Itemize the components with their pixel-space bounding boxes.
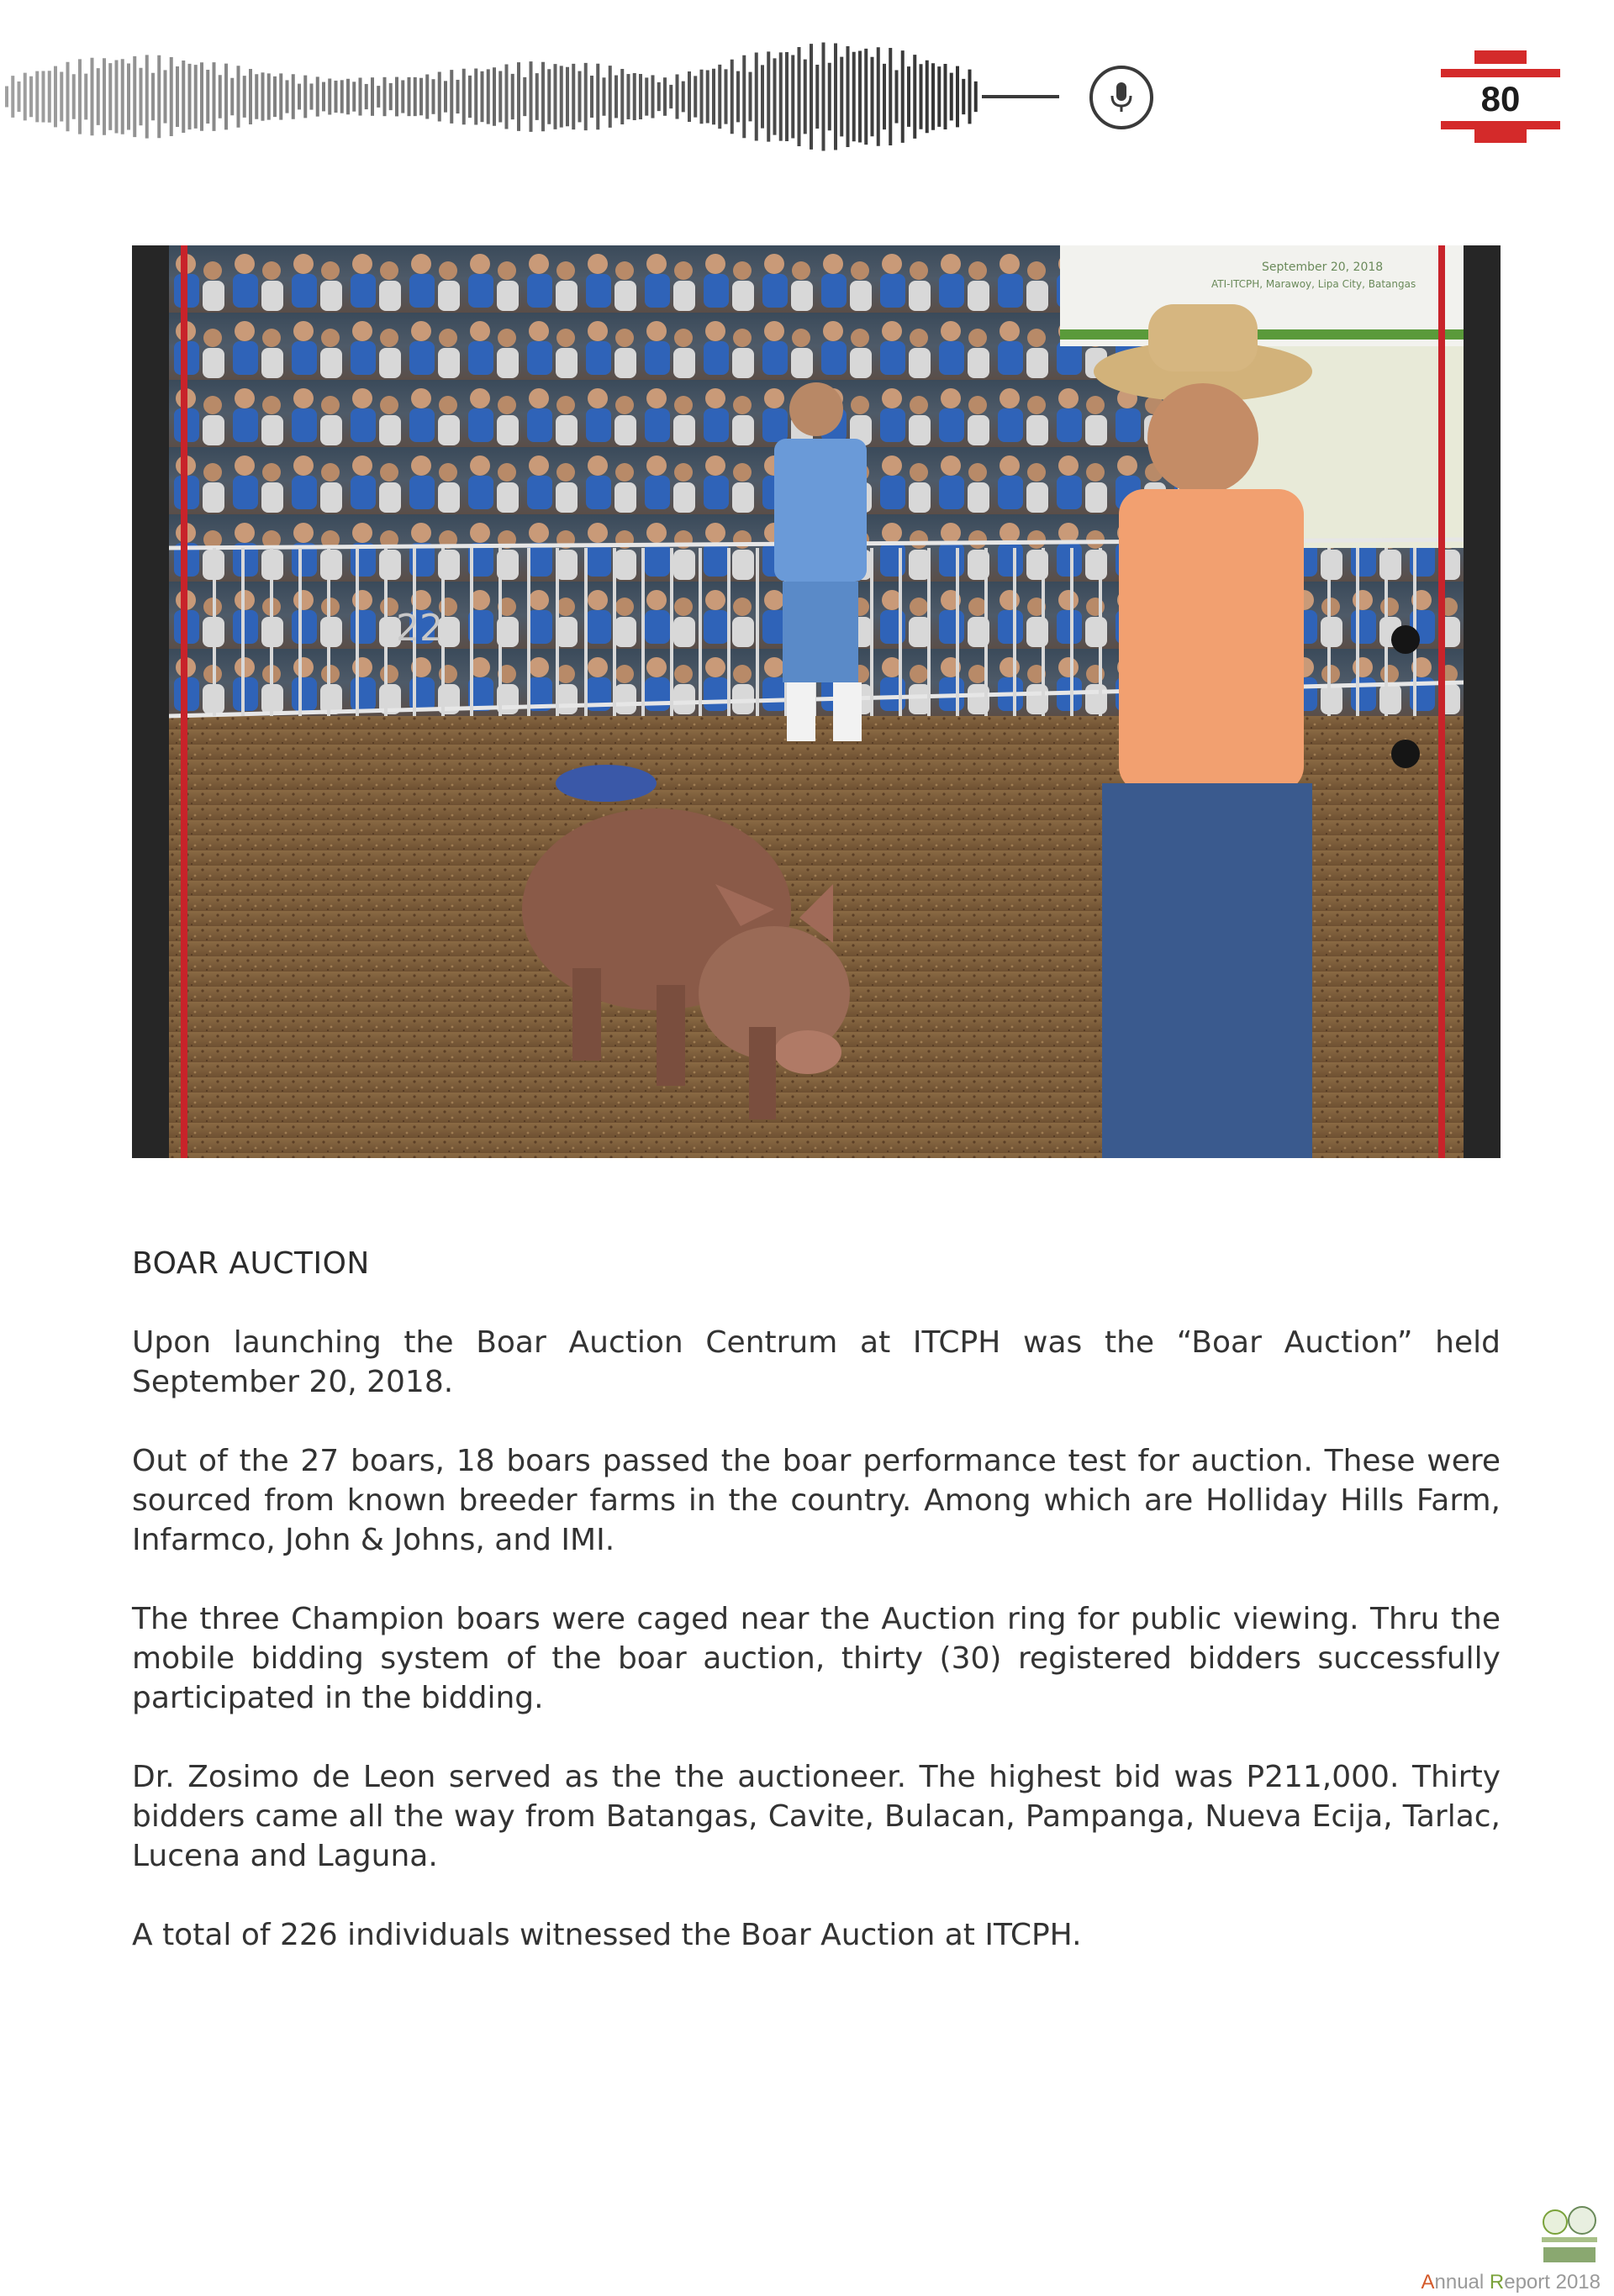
ati-itcph-logo <box>1537 2204 1602 2266</box>
footer-annual-report <box>1421 2271 1601 2296</box>
jersey-number: 22 <box>396 607 443 650</box>
footer-annual-initial: A <box>1421 2271 1435 2293</box>
banner-date: September 20, 2018 <box>1262 261 1384 274</box>
carousel-dot[interactable] <box>1391 625 1420 654</box>
badge-tab-top <box>1474 50 1527 64</box>
badge-bar-bottom <box>1441 121 1560 129</box>
microphone-icon <box>1108 81 1135 114</box>
article-paragraph: Out of the 27 boars, 18 boars passed the boar performance test for auction. These were sourced from known breeder farms in the country. Among which are Holliday Hills Farm, Infarmco, John & Johns, and IMI. <box>132 1444 1501 1557</box>
photo-frame-red-line-right <box>1438 245 1445 1158</box>
badge-tab-bottom <box>1474 129 1527 143</box>
footer-report-initial: R <box>1489 2271 1505 2293</box>
article-paragraph: The three Champion boars were caged near the Auction ring for public viewing. Thru the mobile bidding system of the boar auction, thirty (30) registered bidders successfully participated in the bidding. <box>132 1602 1501 1715</box>
footer-annual-rest: nnual <box>1434 2271 1490 2293</box>
article-paragraph: Upon launching the Boar Auction Centrum at ITCPH was the “Boar Auction” held September 20, 2018. <box>132 1325 1501 1399</box>
microphone-button[interactable] <box>1089 66 1153 129</box>
photo-frame <box>132 245 1501 1158</box>
audio-waveform-icon <box>0 34 1068 160</box>
article-paragraph: A total of 226 individuals witnessed the Boar Auction at ITCPH. <box>132 1918 1082 1952</box>
article-title: BOAR AUCTION <box>132 1246 370 1281</box>
page-number-badge <box>1441 47 1560 148</box>
banner-venue: ATI-ITCPH, Marawoy, Lipa City, Batangas <box>1211 278 1416 290</box>
badge-bar-top <box>1441 69 1560 77</box>
footer-report-rest: eport 2018 <box>1504 2271 1601 2293</box>
photo-frame-red-line-left <box>181 245 187 1158</box>
carousel-dot[interactable] <box>1391 740 1420 768</box>
boar-auction-photo <box>169 245 1464 1158</box>
page-number: 80 <box>1480 79 1521 118</box>
article <box>132 1244 1501 1994</box>
article-paragraph: Dr. Zosimo de Leon served as the the auctioneer. The highest bid was P211,000. Thirty bidders came all the way from Batangas, Cavite, Bulacan, Pampanga, Nueva Ecija, Tarlac, Lucena and Laguna. <box>132 1760 1501 1873</box>
